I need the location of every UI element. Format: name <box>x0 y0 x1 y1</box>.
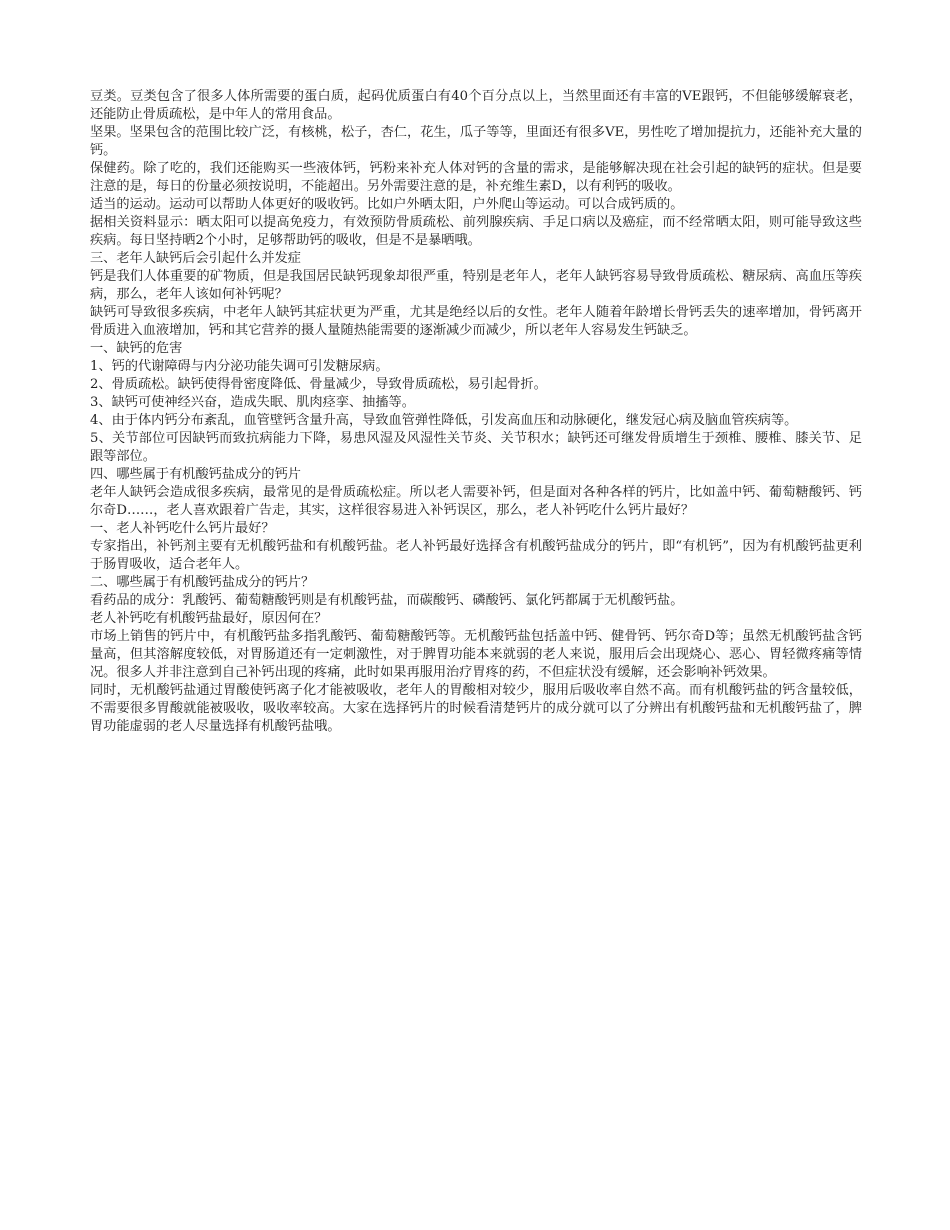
list-item-harm-4: 4、由于体内钙分布紊乱，血管壁钙含量升高，导致血管弹性降低，引发高血压和动脉硬化，继发冠心病及脑血管疾病等。 <box>90 413 798 428</box>
subheading-why-organic: 老人补钙吃有机酸钙盐最好，原因何在？ <box>90 611 328 626</box>
subheading-best-tablet: 一、老人补钙吃什么钙片最好？ <box>90 521 275 536</box>
paragraph-market-tablets: 市场上销售的钙片中，有机酸钙盐多指乳酸钙、葡萄糖酸钙等。无机酸钙盐包括盖中钙、健骨钙、钙尔奇D等；虽然无机酸钙盐含钙量高，但其溶解度较低，对胃肠道还有一定刺激性，对于脾胃功能本来就弱的老人来说，服用后会出现烧心、恶心、胃轻微疼痛等情况。很多人并非注意到自己补钙出现的疼痛，此时如果再服用治疗胃疼的药，不但症状没有缓解，还会影响补钙效果。 <box>90 629 862 680</box>
paragraph-beans: 豆类。豆类包含了很多人体所需要的蛋白质，起码优质蛋白有40个百分点以上，当然里面还有丰富的VE跟钙，不但能够缓解衰老，还能防止骨质疏松，是中年人的常用食品。 <box>90 89 862 122</box>
paragraph-ingredients: 看药品的成分：乳酸钙、葡萄糖酸钙则是有机酸钙盐，而碳酸钙、磷酸钙、氯化钙都属于无机酸钙盐。 <box>90 593 684 608</box>
section-heading-harms: 一、缺钙的危害 <box>90 341 183 356</box>
paragraph-supplements: 保健药。除了吃的，我们还能购买一些液体钙，钙粉来补充人体对钙的含量的需求，是能够解决现在社会引起的缺钙的症状。但是要注意的是，每日的份量必须按说明，不能超出。另外需要注意的是，补充维生素D，以有利钙的吸收。 <box>90 161 862 194</box>
list-item-harm-1: 1、钙的代谢障碍与内分泌功能失调可引发糖尿病。 <box>90 359 389 374</box>
paragraph-elderly-tablets: 老年人缺钙会造成很多疾病，最常见的是骨质疏松症。所以老人需要补钙，但是面对各种各样的钙片，比如盖中钙、葡萄糖酸钙、钙尔奇D……，老人喜欢跟着广告走，其实，这样很容易进入补钙误区，那么，老人补钙吃什么钙片最好？ <box>90 485 862 518</box>
paragraph-expert-advice: 专家指出，补钙剂主要有无机酸钙盐和有机酸钙盐。老人补钙最好选择含有机酸钙盐成分的钙片，即“有机钙”，因为有机酸钙盐更利于肠胃吸收，适合老年人。 <box>90 539 862 572</box>
section-heading-organic-tablets: 四、哪些属于有机酸钙盐成分的钙片 <box>90 467 301 482</box>
subheading-organic-ingredients: 二、哪些属于有机酸钙盐成分的钙片？ <box>90 575 315 590</box>
list-item-harm-3: 3、缺钙可使神经兴奋，造成失眠、肌肉痉挛、抽搐等。 <box>90 395 415 410</box>
paragraph-absorption: 同时，无机酸钙盐通过胃酸使钙离子化才能被吸收，老年人的胃酸相对较少，服用后吸收率自然不高。而有机酸钙盐的钙含量较低，不需要很多胃酸就能被吸收，吸收率较高。大家在选择钙片的时候看清楚钙片的成分就可以了分辨出有机酸钙盐和无机酸钙盐了，脾胃功能虚弱的老人尽量选择有机酸钙盐哦。 <box>90 683 862 734</box>
paragraph-sunlight: 据相关资料显示：晒太阳可以提高免疫力，有效预防骨质疏松、前列腺疾病、手足口病以及癌症，而不经常晒太阳，则可能导致这些疾病。每日坚持晒2个小时，足够帮助钙的吸收，但是不是暴晒哦。 <box>90 215 862 248</box>
list-item-harm-5: 5、关节部位可因缺钙而致抗病能力下降，易患风湿及风湿性关节炎、关节积水；缺钙还可继发骨质增生于颈椎、腰椎、膝关节、足跟等部位。 <box>90 431 862 464</box>
paragraph-calcium-deficiency: 缺钙可导致很多疾病，中老年人缺钙其症状更为严重，尤其是绝经以后的女性。老年人随着年龄增长骨钙丢失的速率增加，骨钙离开骨质进入血液增加，钙和其它营养的摄人量随热能需要的逐渐减少而减少，所以老年人容易发生钙缺乏。 <box>90 305 862 338</box>
paragraph-calcium-intro: 钙是我们人体重要的矿物质，但是我国居民缺钙现象却很严重，特别是老年人，老年人缺钙容易导致骨质疏松、糖尿病、高血压等疾病，那么，老年人该如何补钙呢？ <box>90 269 862 302</box>
paragraph-nuts: 坚果。坚果包含的范围比较广泛，有核桃，松子，杏仁，花生，瓜子等等，里面还有很多VE，男性吃了增加提抗力，还能补充大量的钙。 <box>90 125 862 158</box>
section-heading-complications: 三、老年人缺钙后会引起什么并发症 <box>90 251 301 266</box>
paragraph-exercise: 适当的运动。运动可以帮助人体更好的吸收钙。比如户外晒太阳，户外爬山等运动。可以合成钙质的。 <box>90 197 684 212</box>
document-body <box>90 88 862 736</box>
list-item-harm-2: 2、骨质疏松。缺钙使得骨密度降低、骨量减少，导致骨质疏松，易引起骨折。 <box>90 377 547 392</box>
